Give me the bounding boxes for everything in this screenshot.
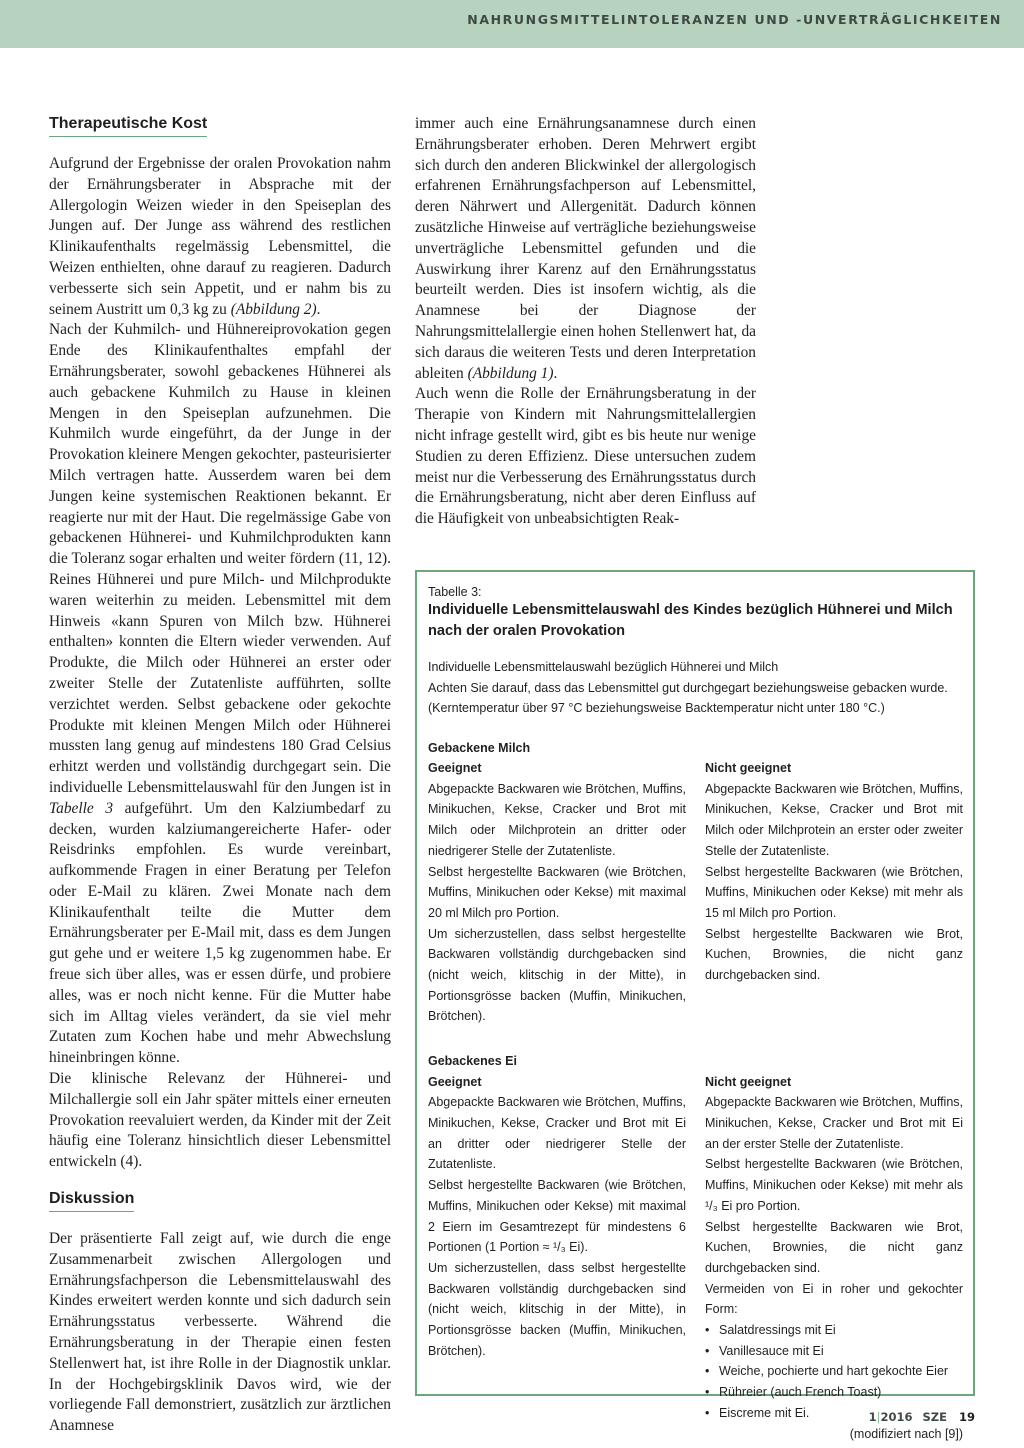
paragraph-text-end: aufgeführt. Um den Kalziumbedarf zu decken, wurden kalziumangereicherte Hafer- oder Reisdrinks empfohlen. Es wurde vereinbart, aufkommende Fragen in einer Beratung per Telefon oder E-Mail zu klären. Zwei Monate nach dem Klinikaufenthalt teilte die Mutter dem Ernährungsberater per E-Mail mit, dass es dem Jungen gut gehe und er weitere 1,5 kg zugenommen habe. Er freue sich über alles, was er essen dürfe, und probiere alles, was er noch nicht kenne. Für die Mutter habe sich im Alltag vieles verändert, da sie viel mehr Zutaten zum Kochen habe und mehr Abwechslung hineinbringen könne. — [49, 799, 391, 1067]
paragraph — [49, 320, 391, 1069]
paragraph-text-end: . — [553, 364, 558, 382]
list-item: • Rühreier (auch French Toast) — [719, 1382, 963, 1403]
table-item: Selbst hergestellte Backwaren (wie Brötchen, Muffins, Minikuchen oder Kekse) mit maximal 20 ml Milch pro Portion. — [428, 864, 686, 920]
header-bar — [0, 0, 1024, 48]
table-item: Um sicherzustellen, dass selbst hergestellte Backwaren vollständig durchgebacken sind (nicht weich, klitschig in der Mitte), in Portionsgrösse backen (Muffin, Minikuchen, Brötchen). — [428, 1260, 686, 1358]
issue-number: 1 — [868, 1410, 877, 1424]
right-column — [415, 114, 756, 530]
table-intro-line: (Kerntemperatur über 97 °C beziehungsweise Backtemperatur nicht unter 180 °C.) — [428, 701, 885, 715]
group-baked-egg — [428, 1051, 963, 1423]
table-item: Abgepackte Backwaren wie Brötchen, Muffins, Minikuchen, Kekse, Cracker und Brot mit Milch oder Milchprotein an erster oder zweiter Stelle der Zutatenliste. — [705, 781, 963, 858]
unsuitable-heading: Nicht geeignet — [705, 1074, 792, 1089]
list-item: • Vanillesauce mit Ei — [719, 1341, 963, 1362]
page-footer — [869, 1410, 975, 1424]
table-intro-line: Individuelle Lebensmittelauswahl bezüglich Hühnerei und Milch — [428, 660, 779, 674]
avoid-list — [705, 1320, 963, 1424]
paragraph-text-end: . — [316, 300, 321, 318]
unsuitable-heading: Nicht geeignet — [705, 761, 792, 775]
unsuitable-column — [705, 758, 963, 1027]
paragraph: Die klinische Relevanz der Hühnerei- und Milchallergie soll ein Jahr später mittels einer erneuten Provokation reevaluiert werden, da Kinder mit der Zeit häufig eine Toleranz hinsichtlich dieser Lebensmittel entwickeln (4). — [49, 1070, 391, 1171]
paragraph-text: immer auch eine Ernährungsanamnese durch einen Ernährungsberater erhoben. Deren Mehrwert ergibt sich durch den anderen Blickwinkel der allergologisch erfahrenen Ernährungsfachperson auf Lebensmittel, deren Nährwert und Allergenität. Dadurch können zusätzliche Hinweise auf verträgliche beziehungsweise unverträgliche Lebensmittel gefunden und die Auswirkung ihrer Karenz auf den Ernährungsstatus beurteilt werden. Dies ist insofern wichtig, als die Anamnese bei der Diagnose der Nahrungsmittelallergie einen hohen Stellenwert hat, da sich daraus die weiteren Tests und deren Interpretation ableiten — [415, 115, 756, 382]
table-intro — [428, 657, 963, 719]
group-title: Gebackenes Ei — [428, 1054, 517, 1069]
table-title: Individuelle Lebensmittelauswahl des Kindes bezüglich Hühnerei und Milch nach der oralen Provokation — [428, 602, 953, 639]
list-item: • Weiche, pochierte und hart gekochte Eier — [719, 1361, 963, 1382]
paragraph-text: Aufgrund der Ergebnisse der oralen Provokation nahm der Ernährungsberater in Absprache mit der Allergologin Weizen wieder in den Speiseplan des Jungen auf. Der Junge ass während des restlichen Klinikaufenthalts regelmässig Lebensmittel, die Weizen enthielten, ohne darauf zu reagieren. Dadurch verbesserte sich sein Appetit, und er nahm bis zu seinem Austritt um 0,3 kg zu — [49, 155, 391, 318]
table-item: Um sicherzustellen, dass selbst hergestellte Backwaren vollständig durchgebacken sind (nicht weich, klitschig in der Mitte), in Portionsgrösse backen (Muffin, Minikuchen, Brötchen). — [428, 926, 686, 1024]
table-item: Abgepackte Backwaren wie Brötchen, Muffins, Minikuchen, Kekse, Cracker und Brot mit Ei an der erster Stelle der Zutatenliste. — [705, 1095, 963, 1151]
header-title: NAHRUNGSMITTELINTOLERANZEN UND -UNVERTRÄGLICHKEITEN — [467, 12, 1002, 27]
paragraph: Auch wenn die Rolle der Ernährungsberatung in der Therapie von Kindern mit Nahrungsmittelallergien nicht infrage gestellt wird, gibt es bis heute nur wenige Studien zu deren Effizienz. Diese untersuchen zudem meist nur die Verbesserung des Ernährungsstatus durch die Ernährungsberatung, nicht aber deren Einfluss auf die Häufigkeit von unbeabsichtigten Reak- — [415, 385, 756, 528]
table-item: Vermeiden von Ei in roher und gekochter Form: — [705, 1281, 963, 1317]
suitable-heading: Geeignet — [428, 1074, 482, 1089]
section-heading-therapeutische-kost: Therapeutische Kost — [49, 114, 207, 137]
table-item: Selbst hergestellte Backwaren (wie Brötchen, Muffins, Minikuchen oder Kekse) mit maximal 2 Eiern im Gesamtrezept für mindestens 6 Portionen (1 Portion ≈ ¹/₃ Ei). — [428, 1178, 686, 1255]
left-column — [49, 114, 391, 1437]
page-number: 19 — [958, 1410, 975, 1424]
table-item: Selbst hergestellte Backwaren (wie Brötchen, Muffins, Minikuchen oder Kekse) mit mehr als ¹/₃ Ei pro Portion. — [705, 1157, 963, 1213]
group-columns — [428, 758, 963, 1027]
list-item: • Salatdressings mit Ei — [719, 1320, 963, 1341]
unsuitable-column — [705, 1072, 963, 1424]
figure-reference: (Abbildung 2) — [230, 300, 317, 318]
section-heading-diskussion: Diskussion — [49, 1189, 134, 1212]
group-columns — [428, 1072, 963, 1424]
paragraph — [49, 154, 391, 320]
group-baked-milk — [428, 738, 963, 1028]
paragraph: Der präsentierte Fall zeigt auf, wie durch die enge Zusammenarbeit zwischen Allergologen und Ernährungsfachperson die Lebensmittelauswahl des Kindes erweitert werden konnte und sich dadurch sein Ernährungsstatus verbesserte. Während die Ernährungsberatung in der Therapie einen festen Stellenwert hat, ist ihre Rolle in der Diagnostik unklar. In der Hochgebirgsklinik Davos wird, wie der vorliegende Fall demonstriert, zusätzlich zur ärztlichen Anamnese — [49, 1230, 391, 1435]
group-title: Gebackene Milch — [428, 740, 531, 755]
journal-name: SZE — [922, 1410, 947, 1424]
table-item: Selbst hergestellte Backwaren (wie Brötchen, Muffins, Minikuchen oder Kekse) mit mehr als 15 ml Milch pro Portion. — [705, 864, 963, 920]
suitable-column — [428, 758, 686, 1027]
table-reference: Tabelle 3 — [49, 799, 114, 817]
paragraph-text: Nach der Kuhmilch- und Hühnereiprovokation gegen Ende des Klinikaufenthaltes empfahl der Ernährungsberater, sowohl gebackenes Hühnerei als auch gebackene Kuhmilch zu Hause in kleinen Mengen in den Speiseplan aufzunehmen. Die Kuhmilch wurde eingeführt, da der Junge in der Provokation kleinere Mengen gekochter, pasteurisierter Milch vertragen hatte. Ausserdem waren bei dem Jungen keine systemischen Reaktionen bekannt. Er reagierte nur mit der Haut. Die regelmässige Gabe von gebackenen Hühnerei- und Kuhmilchprodukten kann die Toleranz sogar erhalten und weiter fördern (11, 12). Reines Hühnerei und pure Milch- und Milchprodukte waren weiterhin zu meiden. Lebensmittel mit dem Hinweis «kann Spuren von Milch bzw. Hühnerei enthalten» konnten die Eltern wieder verwenden. Auf Produkte, die Milch oder Hühnerei an erster oder zweiter Stelle der Zutatenliste aufführten, sollte verzichtet werden. Selbst gebackene oder gekochte Produkte mit kleinen Mengen Milch oder Hühnerei mussten lang genug auf mindestens 180 Grad Celsius erhitzt werden und vollständig durchgegart sein. Die individuelle Lebensmittelauswahl für den Jungen ist in — [49, 321, 391, 796]
suitable-column — [428, 1072, 686, 1424]
issue-year: 2016 — [880, 1410, 913, 1424]
table-item: Selbst hergestellte Backwaren wie Brot, Kuchen, Brownies, die nicht ganz durchgebacken sind. — [705, 926, 963, 983]
figure-reference: (Abbildung 1) — [467, 364, 554, 382]
table-item: Selbst hergestellte Backwaren wie Brot, Kuchen, Brownies, die nicht ganz durchgebacken sind. — [705, 1219, 963, 1275]
table-label: Tabelle 3: — [428, 585, 482, 599]
table-item: Abgepackte Backwaren wie Brötchen, Muffins, Minikuchen, Kekse, Cracker und Brot mit Milch oder Milchprotein an dritter oder niedrigerer Stelle der Zutatenliste. — [428, 781, 686, 858]
table-source: (modifiziert nach [9]) — [849, 1426, 963, 1441]
suitable-heading: Geeignet — [428, 761, 482, 775]
table-intro-line: Achten Sie darauf, dass das Lebensmittel gut durchgegart beziehungsweise gebacken wurde. — [428, 680, 948, 695]
table-item: Abgepackte Backwaren wie Brötchen, Muffins, Minikuchen, Kekse, Cracker und Brot mit Ei an dritter oder niedrigerer Stelle der Zutatenliste. — [428, 1095, 686, 1172]
paragraph — [415, 114, 756, 384]
issue-separator: | — [876, 1410, 881, 1424]
list-item: • Eiscreme mit Ei. — [719, 1403, 963, 1424]
